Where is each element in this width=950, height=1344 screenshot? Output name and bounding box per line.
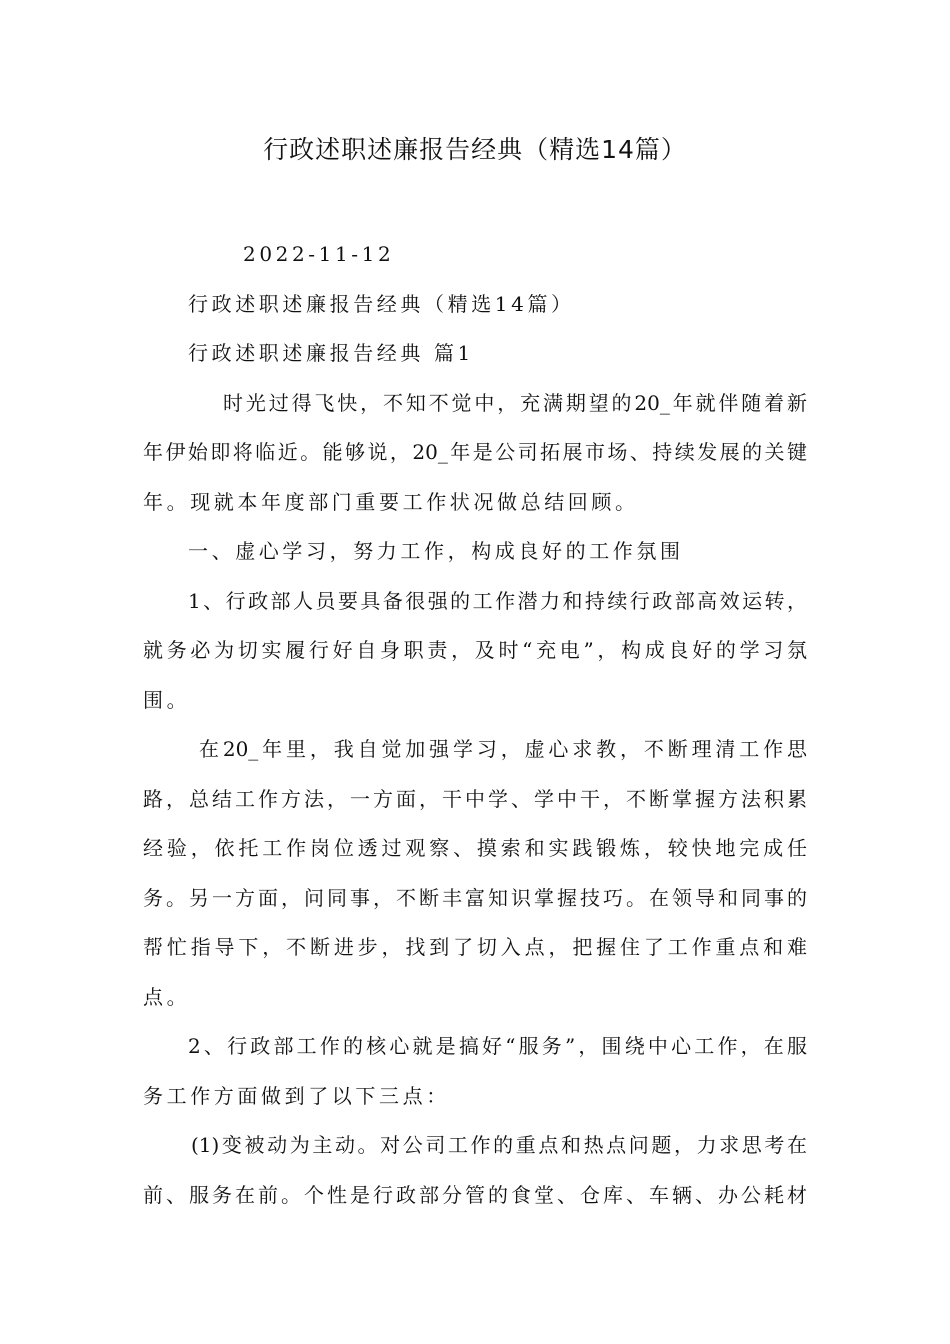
section-heading: 行政述职述廉报告经典 篇1 — [188, 341, 474, 365]
paragraph-line: 路，总结工作方法，一方面，干中学、学中干，不断掌握方法积累 — [143, 786, 807, 811]
paragraph-line: 1、行政部人员要具备很强的工作潜力和持续行政部高效运转， — [188, 588, 807, 613]
date-line: 2022-11-12 — [243, 242, 395, 266]
paragraph-line: 在20_年里，我自觉加强学习，虚心求教，不断理清工作思 — [199, 737, 807, 761]
paragraph-line: 围。 — [143, 687, 191, 712]
paragraph-line: (1)变被动为主动。对公司工作的重点和热点问题，力求思考在 — [191, 1133, 807, 1157]
subtitle-line: 行政述职述廉报告经典（精选14篇） — [188, 291, 575, 316]
document-title: 行政述职述廉报告经典（精选14篇） — [263, 135, 687, 164]
section-heading: 一、虚心学习，努力工作，构成良好的工作氛围 — [188, 539, 684, 563]
paragraph-line: 务工作方面做到了以下三点： — [143, 1083, 450, 1108]
paragraph-line: 时光过得飞快，不知不觉中，充满期望的20_年就伴随着新 — [223, 390, 807, 415]
paragraph-line: 帮忙指导下，不断进步，找到了切入点，把握住了工作重点和难 — [143, 935, 807, 959]
paragraph-line: 点。 — [143, 984, 191, 1009]
document-body — [143, 230, 807, 1220]
paragraph-line: 务。另一方面，问同事，不断丰富知识掌握技巧。在领导和同事的 — [143, 885, 807, 910]
paragraph-line: 年伊始即将临近。能够说，20_年是公司拓展市场、持续发展的关键 — [143, 440, 807, 464]
paragraph-line: 就务必为切实履行好自身职责，及时“充电”，构成良好的学习氛 — [143, 638, 807, 662]
paragraph-line: 2、行政部工作的核心就是搞好“服务”，围绕中心工作，在服 — [188, 1034, 807, 1058]
paragraph-line: 前、服务在前。个性是行政部分管的食堂、仓库、车辆、办公耗材 — [143, 1182, 807, 1207]
paragraph-line: 年。现就本年度部门重要工作状况做总结回顾。 — [143, 489, 639, 514]
paragraph-line: 经验，依托工作岗位透过观察、摸索和实践锻炼，较快地完成任 — [143, 836, 807, 860]
